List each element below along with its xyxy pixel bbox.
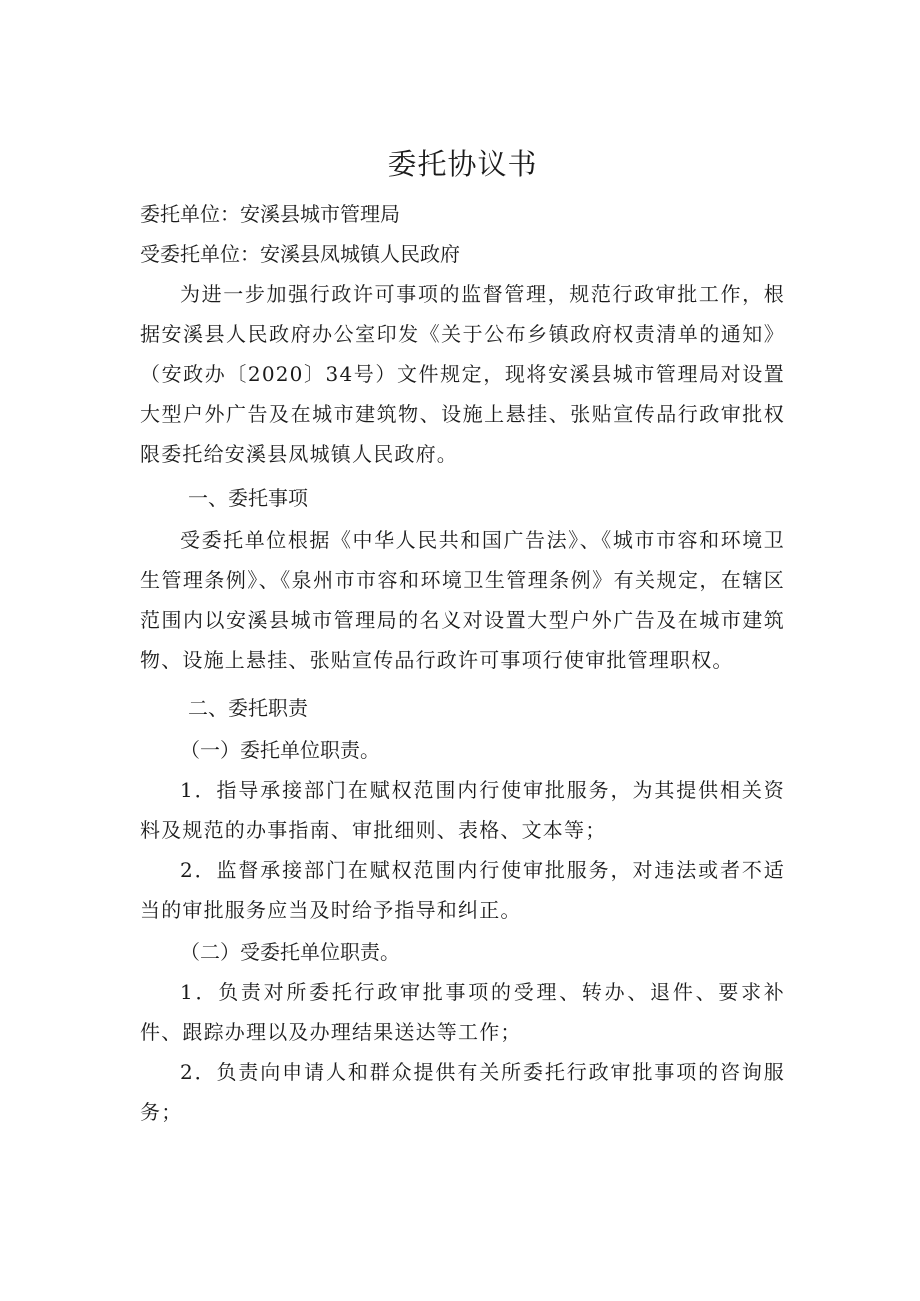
subsection-1-item-2: 2．监督承接部门在赋权范围内行使审批服务，对违法或者不适当的审批服务应当及时给予指导和纠正。 [140,858,785,922]
subsection-1-item-1: 1．指导承接部门在赋权范围内行使审批服务，为其提供相关资料及规范的办事指南、审批细则、表格、文本等； [140,778,785,842]
section-1-heading: 一、委托事项 [188,486,308,510]
entrusting-unit: 委托单位：安溪县城市管理局 [140,202,400,226]
document-body [140,140,785,1132]
subsection-2-heading: （二）受委托单位职责。 [180,940,400,964]
intro-paragraph: 为进一步加强行政许可事项的监督管理，规范行政审批工作，根据安溪县人民政府办公室印发《关于公布乡镇政府权责清单的通知》（安政办〔2020〕34号）文件规定，现将安溪县城市管理局对设置大型户外广告及在城市建筑物、设施上悬挂、张贴宣传品行政审批权限委托给安溪县凤城镇人民政府。 [140,282,785,466]
section-1-body: 受委托单位根据《中华人民共和国广告法》、《城市市容和环境卫生管理条例》、《泉州市市容和环境卫生管理条例》有关规定，在辖区范围内以安溪县城市管理局的名义对设置大型户外广告及在城市建筑物、设施上悬挂、张贴宣传品行政许可事项行使审批管理职权。 [140,528,785,672]
subsection-2-item-1: 1．负责对所委托行政审批事项的受理、转办、退件、要求补件、跟踪办理以及办理结果送达等工作； [140,980,785,1044]
entrusted-unit: 受委托单位：安溪县凤城镇人民政府 [140,242,460,266]
subsection-2-item-2: 2．负责向申请人和群众提供有关所委托行政审批事项的咨询服务； [140,1060,785,1124]
subsection-1-heading: （一）委托单位职责。 [180,738,380,762]
document-title: 委托协议书 [387,147,538,181]
section-2-heading: 二、委托职责 [188,696,308,720]
